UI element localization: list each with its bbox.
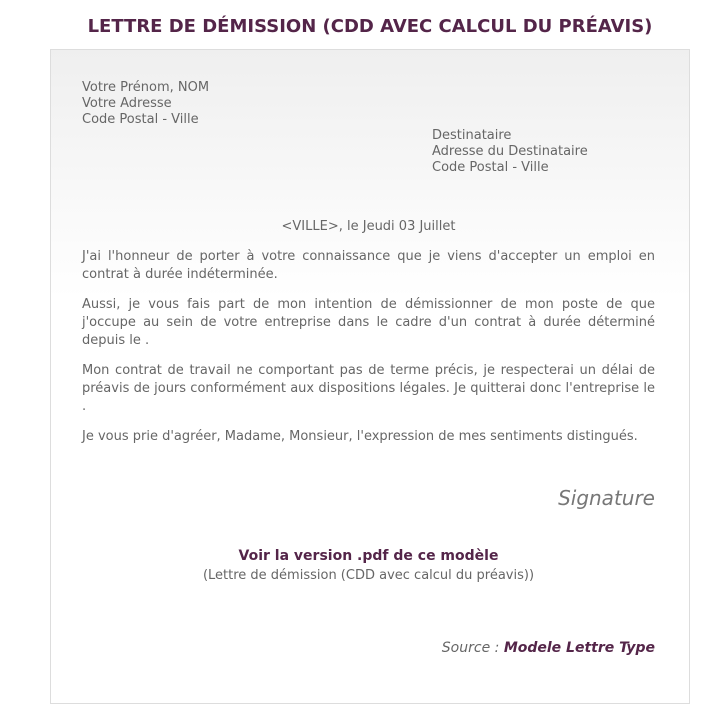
pdf-link-subtitle: (Lettre de démission (CDD avec calcul du préavis)) [202, 568, 535, 583]
pdf-version-link[interactable]: Voir la version .pdf de ce modèle [238, 548, 499, 564]
source-attribution [82, 640, 655, 656]
page-title: LETTRE DE DÉMISSION (CDD AVEC CALCUL DU PRÉAVIS) [87, 16, 653, 37]
signature-placeholder: Signature [558, 486, 655, 510]
letter-paragraph: Aussi, je vous fais part de mon intention de démissionner de mon poste de que j'occupe au sein de votre entreprise dans le cadre d'un contrat à durée déterminé depuis le . [82, 297, 655, 348]
recipient-city: Code Postal - Ville [432, 160, 549, 175]
recipient-name: Destinataire [432, 128, 512, 143]
recipient-street: Adresse du Destinataire [432, 144, 588, 159]
letter-template-box [50, 49, 690, 704]
letter-paragraph: J'ai l'honneur de porter à votre connaissance que je viens d'accepter un emploi en contrat à durée indéterminée. [82, 249, 655, 282]
letter-date-line: <VILLE>, le Jeudi 03 Juillet [281, 219, 456, 234]
letter-paragraph: Je vous prie d'agréer, Madame, Monsieur, l'expression de mes sentiments distingués. [82, 429, 638, 444]
sender-address-block [82, 80, 655, 128]
recipient-address-block [432, 128, 655, 176]
sender-city: Code Postal - Ville [82, 112, 199, 127]
letter-paragraph: Mon contrat de travail ne comportant pas de terme précis, je respecterai un délai de préavis de jours conformément aux dispositions légales. Je quitterai donc l'entreprise le . [82, 363, 655, 414]
sender-street: Votre Adresse [82, 96, 172, 111]
source-label: Source : [441, 640, 500, 656]
sender-name: Votre Prénom, NOM [82, 80, 210, 95]
pdf-download-block [82, 548, 655, 584]
source-site-link[interactable]: Modele Lettre Type [503, 640, 655, 656]
